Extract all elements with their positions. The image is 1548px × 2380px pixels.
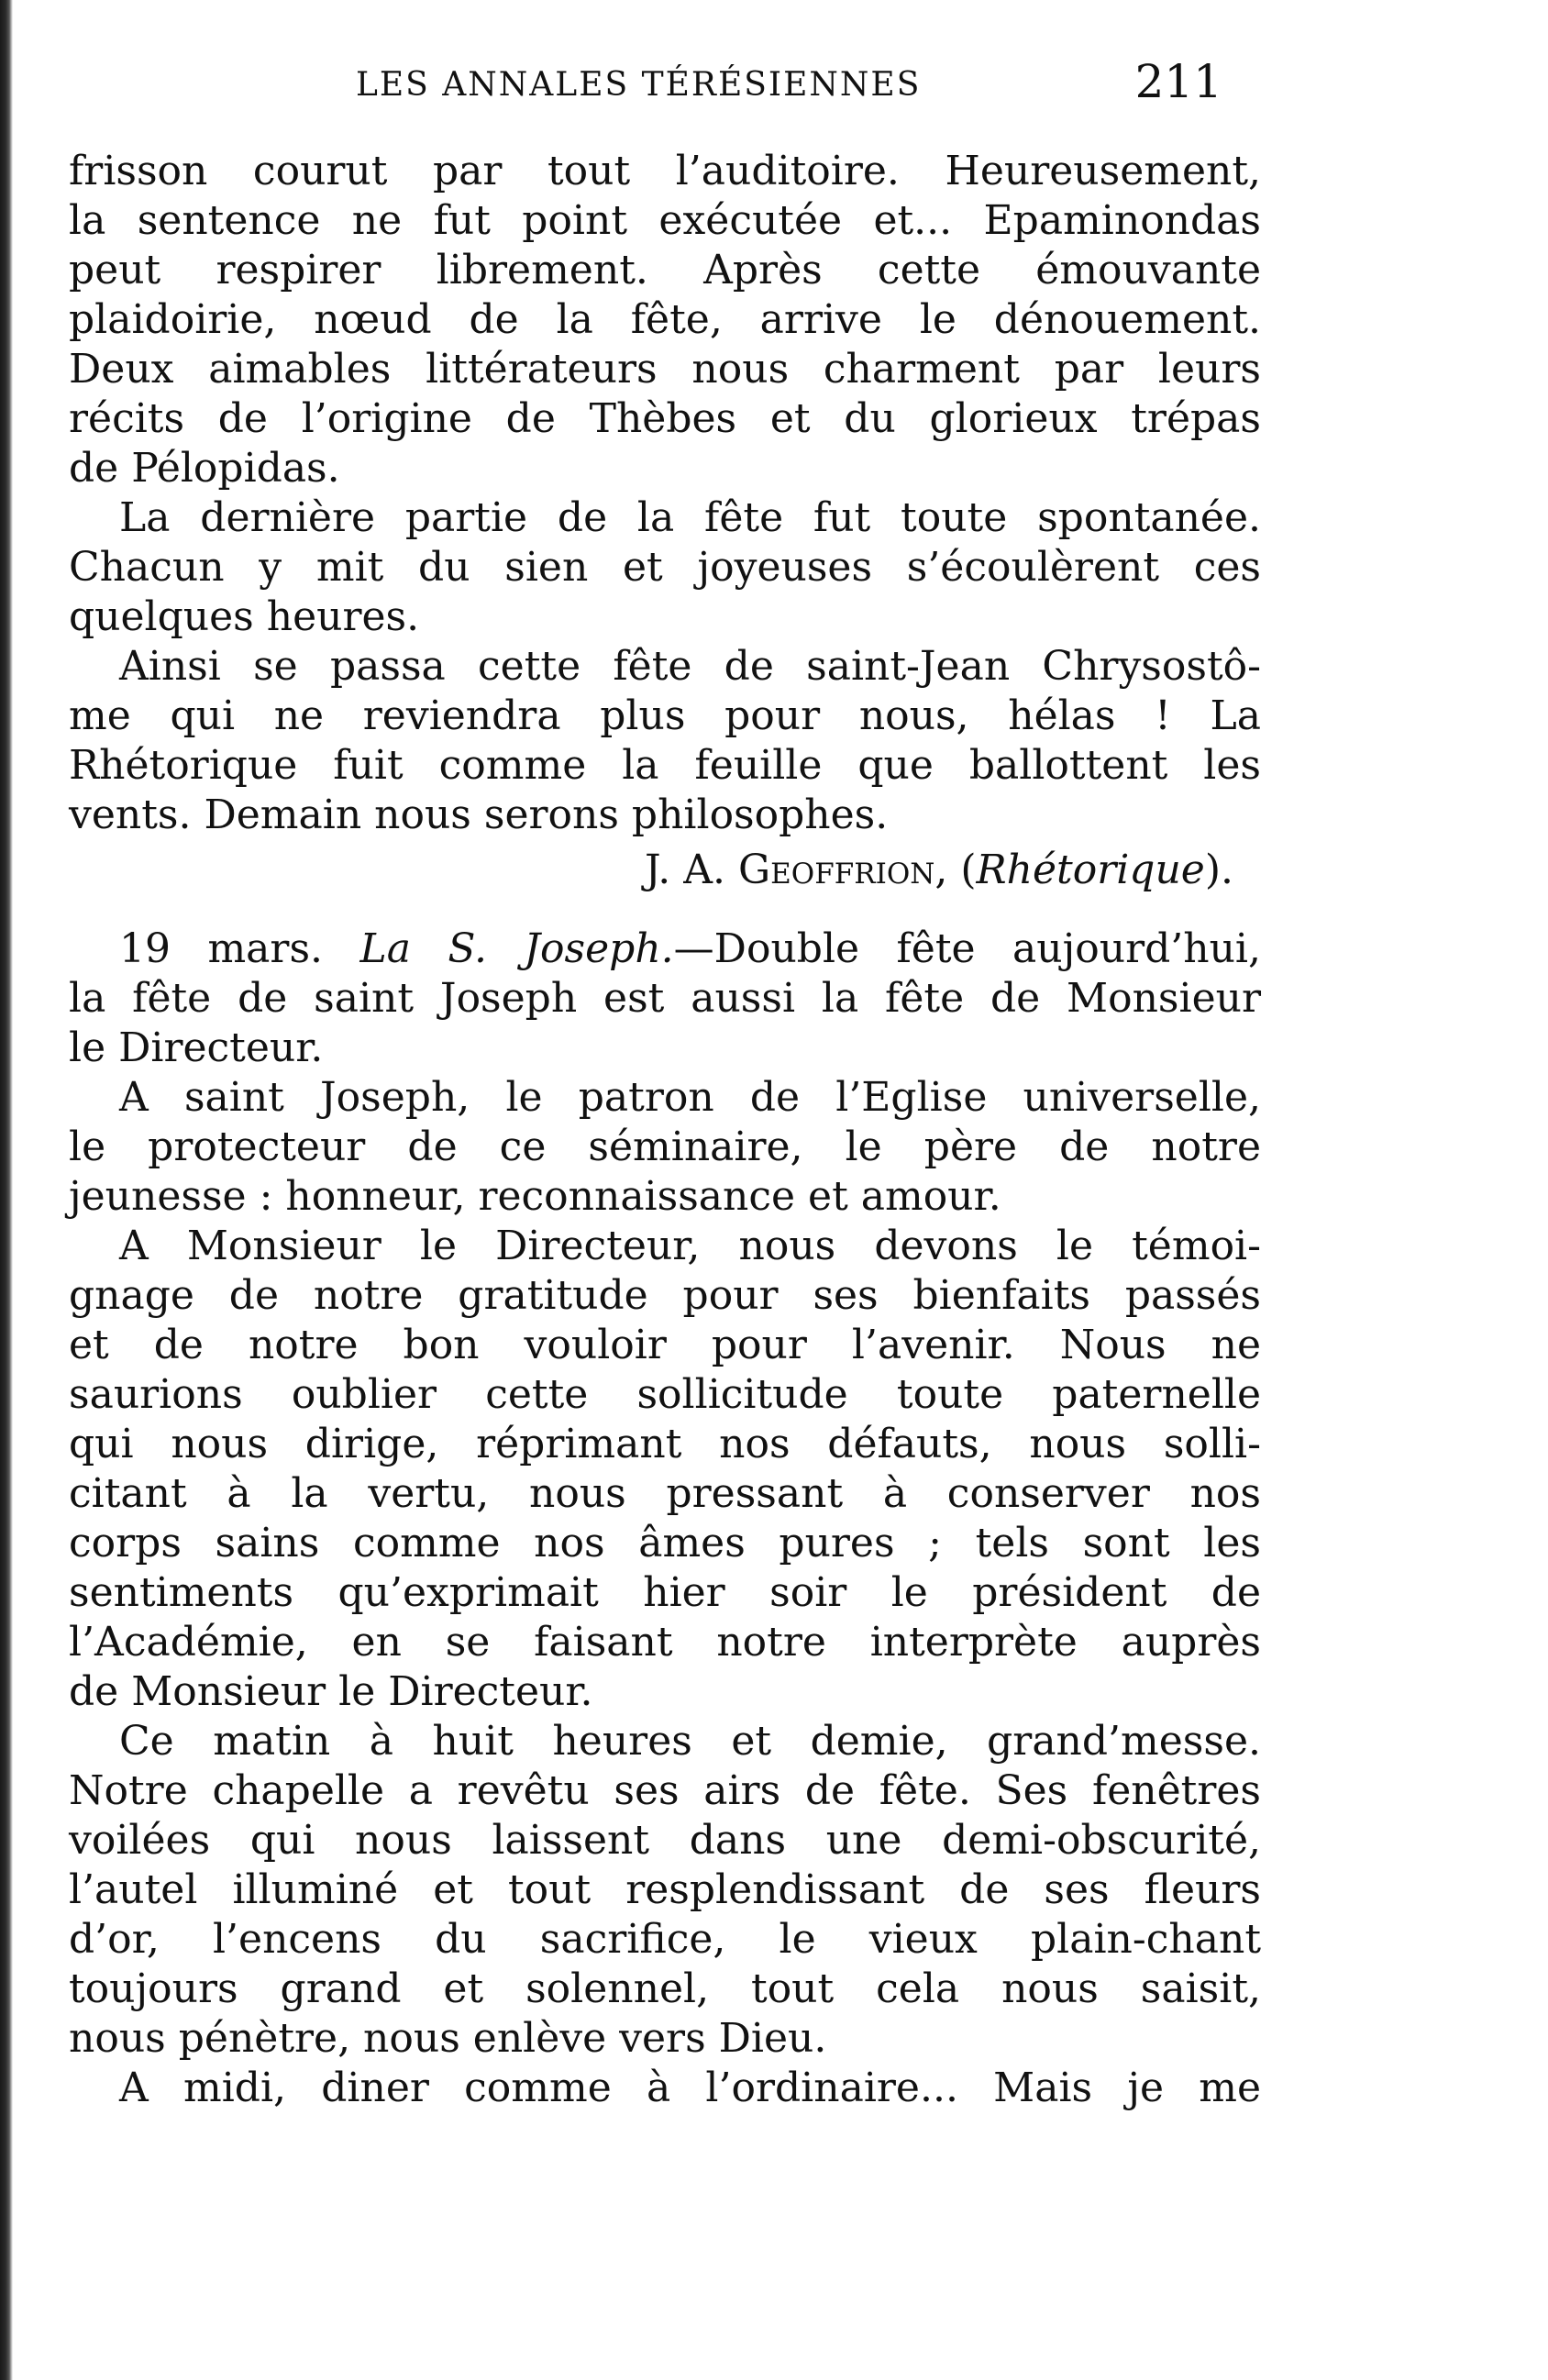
text-line: le Directeur. [69,1024,324,1071]
text-line: qui nous dirige, réprimant nos défauts, nous solli- [69,1421,1261,1467]
text-line: voilées qui nous laissent dans une demi-obscurité, [69,1817,1261,1864]
text-line: et de notre bon vouloir pour l’avenir. Nous ne [69,1322,1261,1368]
signature-class-open: ( [960,847,977,893]
paragraph [69,642,1261,840]
text-line: plaidoirie, nœud de la fête, arrive le dénouement. [69,296,1261,343]
entry-feast: La S. Joseph. [359,925,674,972]
text-line: La dernière partie de la fête fut toute spontanée. [119,494,1261,541]
paragraph [69,1073,1261,1222]
author-signature [69,840,1261,901]
page-binding-edge [0,0,13,2380]
paragraph [69,147,1261,493]
text-line: Deux aimables littérateurs nous charment par leurs [69,346,1261,393]
text-line: Chacun y mit du sien et joyeuses s’écoulèrent ces [69,544,1261,591]
text-line: nous pénètre, nous enlève vers Dieu. [69,2015,827,2062]
text-line: le protecteur de ce séminaire, le père de notre [69,1124,1261,1170]
entry-date: 19 mars. [119,925,324,972]
text-line [69,924,1261,974]
text-line: me qui ne reviendra plus pour nous, hélas ! La [69,692,1261,739]
text-line: d’or, l’encens du sacrifice, le vieux plain-chant [69,1916,1261,1963]
body-text [69,147,1261,2113]
text-line: Rhétorique fuit comme la feuille que ballottent les [69,742,1261,789]
entry-text: —Double fête aujourd’hui, [673,925,1261,972]
text-line: de Monsieur le Directeur. [69,1668,593,1715]
paragraph [69,2064,1261,2113]
text-line: de Pélopidas. [69,445,340,492]
text-line: frisson courut par tout l’auditoire. Heureusement, [69,148,1261,194]
text-line: citant à la vertu, nous pressant à conserver nos [69,1470,1261,1517]
text-line: gnage de notre gratitude pour ses bienfaits passés [69,1272,1261,1319]
paragraph [69,924,1261,1073]
text-line: l’Académie, en se faisant notre interprète auprès [69,1619,1261,1666]
text-line: sentiments qu’exprimait hier soir le président de [69,1569,1261,1616]
text-line: toujours grand et solennel, tout cela nous saisit, [69,1965,1261,2012]
paragraph [69,1717,1261,2064]
text-line: la fête de saint Joseph est aussi la fête de Monsieur [69,975,1261,1022]
text-line: l’autel illuminé et tout resplendissant de ses fleurs [69,1866,1261,1913]
text-line: jeunesse : honneur, reconnaissance et amour. [69,1173,1001,1220]
text-line: récits de l’origine de Thèbes et du glorieux trépas [69,395,1261,442]
page-number: 211 [1134,55,1222,108]
text-line: Ainsi se passa cette fête de saint-Jean Chrysostô- [119,643,1261,690]
paragraph [69,1222,1261,1717]
running-head [356,55,1222,119]
text-line: A midi, diner comme à l’ordinaire... Mais je me [119,2065,1261,2111]
text-line: saurions oublier cette sollicitude toute paternelle [69,1371,1261,1418]
text-line: peut respirer librement. Après cette émouvante [69,247,1261,293]
text-line: quelques heures. [69,593,420,640]
signature-name: Geoffrion, [738,847,948,893]
signature-class-close: ). [1204,847,1233,893]
text-line: Ce matin à huit heures et demie, grand’messe. [119,1718,1261,1765]
running-title: LES ANNALES TÉRÉSIENNES [356,66,922,104]
text-line: la sentence ne fut point exécutée et... Epaminondas [69,197,1261,244]
text-line: Notre chapelle a revêtu ses airs de fête. Ses fenêtres [69,1767,1261,1814]
section-gap [69,901,1261,924]
text-line: vents. Demain nous serons philosophes. [69,791,889,838]
signature-initials: J. A. [645,847,726,893]
signature-class: Rhétorique [976,847,1205,893]
text-line: A saint Joseph, le patron de l’Eglise universelle, [119,1074,1261,1121]
text-line: A Monsieur le Directeur, nous devons le témoi- [119,1223,1261,1269]
text-line: corps sains comme nos âmes pures ; tels sont les [69,1520,1261,1566]
paragraph [69,493,1261,642]
